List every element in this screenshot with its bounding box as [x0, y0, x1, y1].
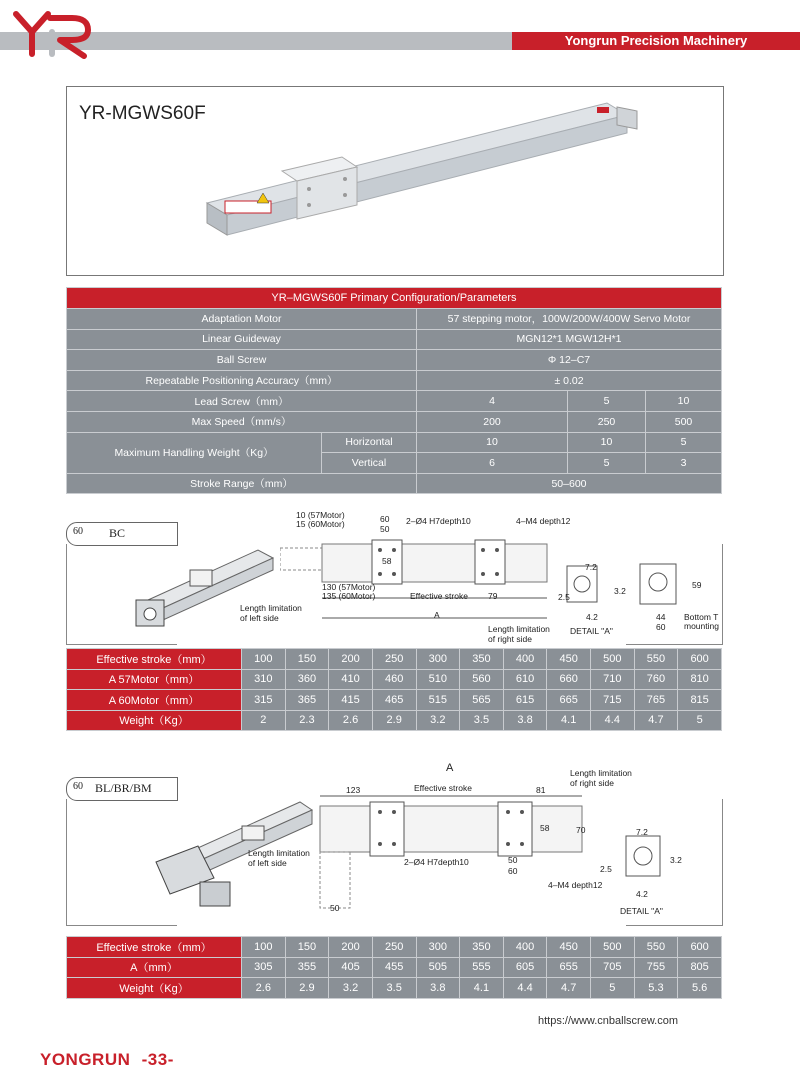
row-value: 57 stepping motor，100W/200W/400W Servo Motor	[417, 309, 722, 330]
dim-label: 2.5	[600, 864, 612, 874]
dim-label: Length limitation	[570, 768, 632, 778]
page-number: -33-	[141, 1050, 174, 1069]
table-cell: 5.3	[634, 978, 678, 999]
dim-label: 58	[540, 823, 550, 833]
bl-drawing	[318, 792, 588, 912]
speed-value: 500	[646, 411, 722, 432]
table-cell: 310	[242, 669, 286, 690]
table-cell: 400	[503, 937, 547, 958]
sub-label: Vertical	[322, 453, 417, 474]
dim-label: 130 (57Motor)	[322, 582, 376, 592]
weight-value: 10	[417, 432, 568, 453]
table-cell: 2.9	[285, 978, 329, 999]
dim-label: 123	[346, 785, 361, 795]
table-row	[67, 937, 722, 958]
table-cell: 455	[372, 957, 416, 978]
table-cell: 150	[285, 649, 329, 670]
dim-label: A	[434, 610, 440, 620]
dim-label: Effective stroke	[414, 783, 472, 793]
table-row	[67, 710, 722, 731]
dim-label: 50	[330, 903, 340, 913]
table-cell: 250	[372, 649, 416, 670]
tag-number: 60	[73, 781, 83, 792]
table-cell: 365	[285, 690, 329, 711]
table-cell: 100	[242, 649, 286, 670]
table-cell: 5	[591, 978, 635, 999]
linear-module-image	[197, 93, 697, 271]
row-header: A 60Motor（mm）	[67, 690, 242, 711]
dim-label: 4–M4 depth12	[548, 880, 603, 890]
dim-label: 10 (57Motor)	[296, 510, 345, 520]
table-cell: 665	[547, 690, 591, 711]
dim-label: 44	[656, 612, 666, 622]
parameter-table	[66, 287, 722, 494]
table-cell: 600	[678, 649, 722, 670]
table-cell: 305	[242, 957, 286, 978]
table-cell: 250	[372, 937, 416, 958]
weight-value: 5	[568, 453, 646, 474]
table-row	[67, 690, 722, 711]
speed-value: 250	[568, 411, 646, 432]
table-cell: 550	[634, 937, 678, 958]
table-cell: 500	[591, 649, 635, 670]
table-cell: 100	[242, 937, 286, 958]
row-value: 50–600	[417, 473, 722, 494]
product-panel	[66, 86, 724, 276]
table-cell: 805	[678, 957, 722, 978]
dim-label: 4.2	[636, 889, 648, 899]
table-cell: 400	[503, 649, 547, 670]
table-cell: 4.4	[503, 978, 547, 999]
table-cell: 755	[634, 957, 678, 978]
table-cell: 4.1	[460, 978, 504, 999]
bc-end-view	[636, 560, 686, 612]
table-cell: 200	[329, 649, 373, 670]
row-header: A（mm）	[67, 957, 242, 978]
table-cell: 710	[591, 669, 635, 690]
dim-label: of right side	[570, 778, 614, 788]
table-cell: 515	[416, 690, 460, 711]
table-cell: 355	[285, 957, 329, 978]
table-cell: 3.2	[416, 710, 460, 731]
table-row	[67, 978, 722, 999]
row-label: Lead Screw（mm）	[67, 391, 417, 412]
dim-label: 58	[382, 556, 392, 566]
dim-label: DETAIL "A"	[620, 906, 663, 916]
dim-label: 3.2	[670, 855, 682, 865]
table-cell: 405	[329, 957, 373, 978]
row-label: Ball Screw	[67, 350, 417, 371]
dim-label: 81	[536, 785, 546, 795]
lead-value: 5	[568, 391, 646, 412]
row-value: Φ 12–C7	[417, 350, 722, 371]
row-label: Adaptation Motor	[67, 309, 417, 330]
row-header: Effective stroke（mm）	[67, 649, 242, 670]
table-cell: 500	[591, 937, 635, 958]
row-label: Max Speed（mm/s）	[67, 411, 417, 432]
dim-label: DETAIL "A"	[570, 626, 613, 636]
dim-label: 60	[380, 514, 390, 524]
weight-value: 5	[646, 432, 722, 453]
table-cell: 350	[460, 937, 504, 958]
yr-logo-icon	[10, 8, 96, 60]
tag-name: BL/BR/BM	[95, 781, 152, 795]
table-cell: 450	[547, 649, 591, 670]
website-url: https://www.cnballscrew.com	[538, 1015, 678, 1027]
row-value: ± 0.02	[417, 370, 722, 391]
table-cell: 315	[242, 690, 286, 711]
table-cell: 150	[285, 937, 329, 958]
dim-label: 59	[692, 580, 702, 590]
weight-value: 10	[568, 432, 646, 453]
table-cell: 465	[372, 690, 416, 711]
weight-value: 3	[646, 453, 722, 474]
table-cell: 815	[678, 690, 722, 711]
tag-number: 60	[73, 526, 83, 537]
table-cell: 565	[460, 690, 504, 711]
table-cell: 5.6	[678, 978, 722, 999]
dim-label: A	[446, 762, 454, 774]
table-cell: 3.8	[416, 978, 460, 999]
table-cell: 510	[416, 669, 460, 690]
table-cell: 3.8	[503, 710, 547, 731]
table-cell: 450	[547, 937, 591, 958]
brand-name: YONGRUN	[40, 1050, 131, 1069]
dim-label: 60	[508, 866, 518, 876]
footer-brand	[40, 1050, 174, 1070]
sub-label: Horizontal	[322, 432, 417, 453]
dim-label: 2–Ø4 H7depth10	[404, 857, 469, 867]
table-cell: 350	[460, 649, 504, 670]
row-label: Maximum Handling Weight（Kg）	[67, 432, 322, 473]
table-cell: 410	[329, 669, 373, 690]
table-cell: 505	[416, 957, 460, 978]
table-cell: 3.2	[329, 978, 373, 999]
dim-label: 7.2	[636, 827, 648, 837]
table-cell: 2.6	[329, 710, 373, 731]
row-label: Stroke Range（mm）	[67, 473, 417, 494]
table-cell: 715	[591, 690, 635, 711]
bl-dimension-table	[66, 936, 722, 999]
company-name: Yongrun Precision Machinery	[512, 32, 800, 50]
dim-label: 70	[576, 825, 586, 835]
dim-label: Length limitation	[248, 848, 310, 858]
table-cell: 415	[329, 690, 373, 711]
row-value: MGN12*1 MGW12H*1	[417, 329, 722, 350]
dim-label: 3.2	[614, 586, 626, 596]
table-cell: 550	[634, 649, 678, 670]
dim-label: 60	[656, 622, 666, 632]
row-header: A 57Motor（mm）	[67, 669, 242, 690]
row-header: Weight（Kg）	[67, 978, 242, 999]
table-cell: 660	[547, 669, 591, 690]
table-cell: 3.5	[372, 978, 416, 999]
table-cell: 460	[372, 669, 416, 690]
table-cell: 4.7	[547, 978, 591, 999]
row-label: Linear Guideway	[67, 329, 417, 350]
row-header: Effective stroke（mm）	[67, 937, 242, 958]
table-cell: 610	[503, 669, 547, 690]
dim-label: 50	[508, 855, 518, 865]
dim-label: 2–Ø4 H7depth10	[406, 516, 471, 526]
table-row	[67, 669, 722, 690]
table-cell: 2.3	[285, 710, 329, 731]
table-cell: 600	[678, 937, 722, 958]
table-cell: 300	[416, 649, 460, 670]
row-header: Weight（Kg）	[67, 710, 242, 731]
table-cell: 2	[242, 710, 286, 731]
table-cell: 5	[678, 710, 722, 731]
table-cell: 200	[329, 937, 373, 958]
table-row	[67, 649, 722, 670]
row-label: Repeatable Positioning Accuracy（mm）	[67, 370, 417, 391]
parameter-table-title: YR–MGWS60F Primary Configuration/Parameters	[67, 288, 722, 309]
dim-label: 135 (60Motor)	[322, 591, 376, 601]
table-cell: 360	[285, 669, 329, 690]
lead-value: 10	[646, 391, 722, 412]
table-cell: 605	[503, 957, 547, 978]
dim-label: 15 (60Motor)	[296, 519, 345, 529]
dim-label: 4.2	[586, 612, 598, 622]
table-cell: 810	[678, 669, 722, 690]
weight-value: 6	[417, 453, 568, 474]
dim-label: Length limitation	[488, 624, 550, 634]
table-cell: 300	[416, 937, 460, 958]
bc-drawing	[280, 536, 550, 626]
dim-label: of left side	[248, 858, 287, 868]
table-cell: 705	[591, 957, 635, 978]
dim-label: of right side	[488, 634, 532, 644]
dim-label: Bottom T	[684, 612, 719, 622]
table-cell: 4.4	[591, 710, 635, 731]
tag-name: BC	[109, 526, 126, 540]
table-cell: 760	[634, 669, 678, 690]
speed-value: 200	[417, 411, 568, 432]
table-cell: 4.7	[634, 710, 678, 731]
bc-dimension-table	[66, 648, 722, 731]
table-cell: 615	[503, 690, 547, 711]
dim-label: 4–M4 depth12	[516, 516, 571, 526]
table-cell: 655	[547, 957, 591, 978]
dim-label: Effective stroke	[410, 591, 468, 601]
lead-value: 4	[417, 391, 568, 412]
table-cell: 555	[460, 957, 504, 978]
table-cell: 765	[634, 690, 678, 711]
table-cell: 3.5	[460, 710, 504, 731]
dim-label: 2.5	[558, 592, 570, 602]
table-row	[67, 957, 722, 978]
table-cell: 560	[460, 669, 504, 690]
dim-label: 79	[488, 591, 498, 601]
bl-detail-a	[618, 830, 678, 886]
dim-label: mounting	[684, 621, 719, 631]
product-model: YR-MGWS60F	[79, 103, 206, 124]
table-cell: 2.9	[372, 710, 416, 731]
dim-label: of left side	[240, 613, 279, 623]
dim-label: 7.2	[585, 562, 597, 572]
table-cell: 2.6	[242, 978, 286, 999]
table-cell: 4.1	[547, 710, 591, 731]
dim-label: 50	[380, 524, 390, 534]
dim-label: Length limitation	[240, 603, 302, 613]
